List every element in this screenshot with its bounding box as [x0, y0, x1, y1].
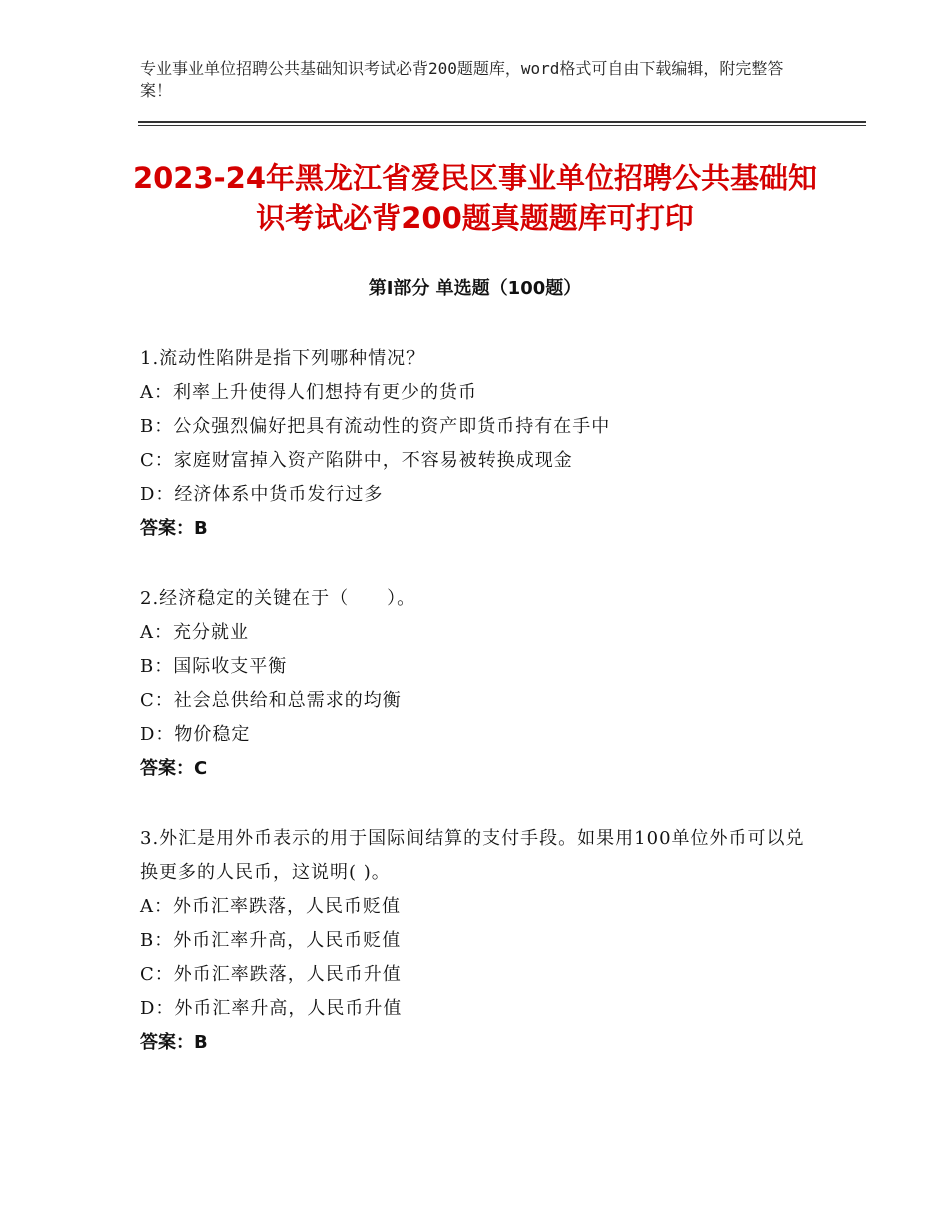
answer: 答案：C [140, 758, 208, 779]
question-3 [140, 822, 820, 1060]
option-b: B：国际收支平衡 [140, 656, 288, 677]
question-stem: 1.流动性陷阱是指下列哪种情况？ [140, 348, 426, 369]
header-note: 专业事业单位招聘公共基础知识考试必背200题题库，word格式可自由下载编辑，附完整答案！ [140, 59, 784, 100]
question-2 [140, 582, 820, 786]
question-1 [140, 342, 820, 546]
option-a: A：充分就业 [140, 622, 249, 643]
question-stem: 2.经济稳定的关键在于（ ）。 [140, 588, 417, 609]
option-b: B：公众强烈偏好把具有流动性的资产即货币持有在手中 [140, 416, 611, 437]
option-a: A：外币汇率跌落，人民币贬值 [140, 896, 401, 917]
option-c: C：外币汇率跌落，人民币升值 [140, 964, 402, 985]
option-d: D：物价稳定 [140, 724, 251, 745]
answer: 答案：B [140, 518, 208, 539]
option-d: D：外币汇率升高，人民币升值 [140, 998, 403, 1019]
question-stem: 3.外汇是用外币表示的用于国际间结算的支付手段。如果用100单位外币可以兑换更多的人民币，这说明( )。 [140, 828, 805, 883]
option-b: B：外币汇率升高，人民币贬值 [140, 930, 402, 951]
option-c: C：社会总供给和总需求的均衡 [140, 690, 402, 711]
document-title: 2023-24年黑龙江省爱民区事业单位招聘公共基础知识考试必背200题真题题库可打印 [132, 161, 818, 235]
section-heading: 第Ⅰ部分 单选题（100题） [368, 278, 582, 299]
answer: 答案：B [140, 1032, 208, 1053]
option-d: D：经济体系中货币发行过多 [140, 484, 384, 505]
header-rule-thin [138, 125, 866, 126]
option-a: A：利率上升使得人们想持有更少的货币 [140, 382, 477, 403]
header-rule-thick [138, 121, 866, 123]
option-c: C：家庭财富掉入资产陷阱中，不容易被转换成现金 [140, 450, 573, 471]
